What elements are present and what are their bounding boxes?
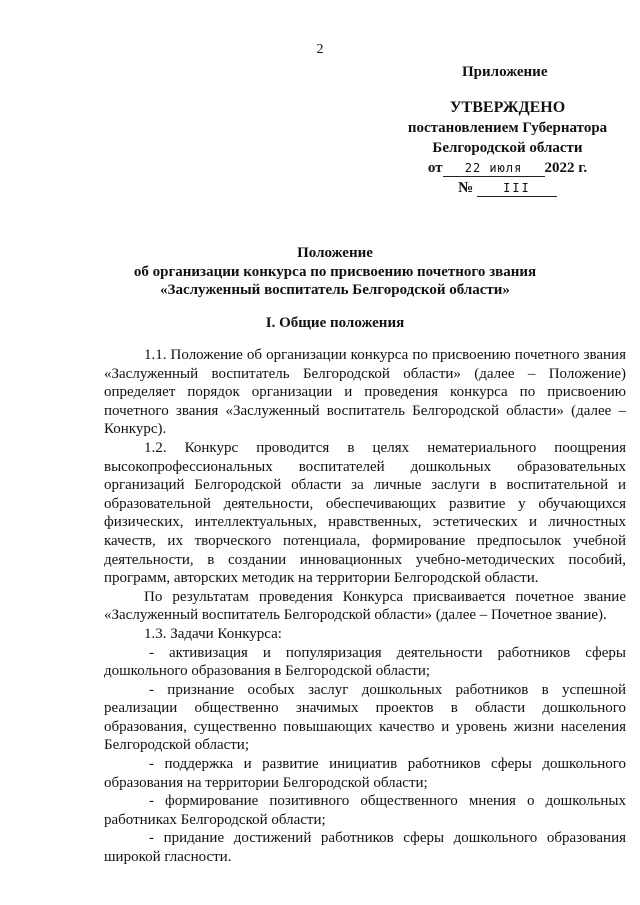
title-line1: Положение [297, 245, 373, 261]
task-item: - придание достижений работников сферы дошкольного образования широкой гласности. [104, 830, 626, 866]
approval-line1: постановлением Губернатора [407, 120, 608, 136]
task-item: - признание особых заслуг дошкольных работников в успешной реализации общественно значимых проектов в области дошкольного образования, существенно повышающих качество и уровень жизни населения Белгородской области; [104, 681, 626, 754]
task-item: - формирование позитивного общественного мнения о дошкольных работниках Белгородской области; [104, 793, 626, 828]
number-prefix: № [458, 180, 474, 196]
approval-heading: УТВЕРЖДЕНО [449, 99, 566, 116]
appendix-label: Приложение [462, 64, 548, 80]
task-item: - поддержка и развитие инициатив работников сферы дошкольного образования на территории Белгородской области; [104, 756, 626, 791]
date-suffix: 2022 г. [544, 160, 588, 176]
page-number: 2 [316, 42, 324, 57]
number-field: III [477, 180, 557, 197]
title-line2: об организации конкурса по присвоению почетного звания [133, 263, 537, 280]
paragraph-1-3: 1.3. Задачи Конкурса: [144, 625, 282, 642]
approval-number-row [400, 178, 615, 198]
paragraph-1-1: 1.1. Положение об организации конкурса по присвоению почетного звания «Заслуженный воспитатель Белгородской области» (далее – Положение) определяет порядок организации и проведения конкурса по присвоению почетного звания «Заслуженный воспитатель Белгородской области» (далее – Конкурс). [104, 347, 626, 438]
document-title [90, 244, 580, 300]
section-heading: I. Общие положения [265, 315, 405, 331]
date-prefix: от [427, 160, 443, 176]
paragraph-results: По результатам проведения Конкурса присваивается почетное звание «Заслуженный воспитатель Белгородской области» (далее – Почетное звание). [104, 588, 626, 624]
approval-block [400, 98, 615, 198]
approval-date-row [400, 158, 615, 178]
title-line3: «Заслуженный воспитатель Белгородской области» [160, 282, 510, 298]
document-body [104, 346, 626, 867]
task-item: - активизация и популяризация деятельности работников сферы дошкольного образования в Белгородской области; [104, 644, 626, 680]
approval-line2: Белгородской области [432, 140, 583, 156]
date-field: 22 июля [443, 160, 545, 177]
paragraph-1-2: 1.2. Конкурс проводится в целях нематериального поощрения высокопрофессиональных воспитателей дошкольных образовательных организаций Белгородской области за личные заслуги в воспитательной и образовательной деятельности, обеспечивающих развитие у обучающихся физических, интеллектуальных, нравственных, эстетических и личностных качеств, их творческого потенциала, формирование предпосылок учебной деятельности, в создании инновационных учебно-методических пособий, программ, авторских методик на территории Белгородской области. [104, 439, 626, 587]
